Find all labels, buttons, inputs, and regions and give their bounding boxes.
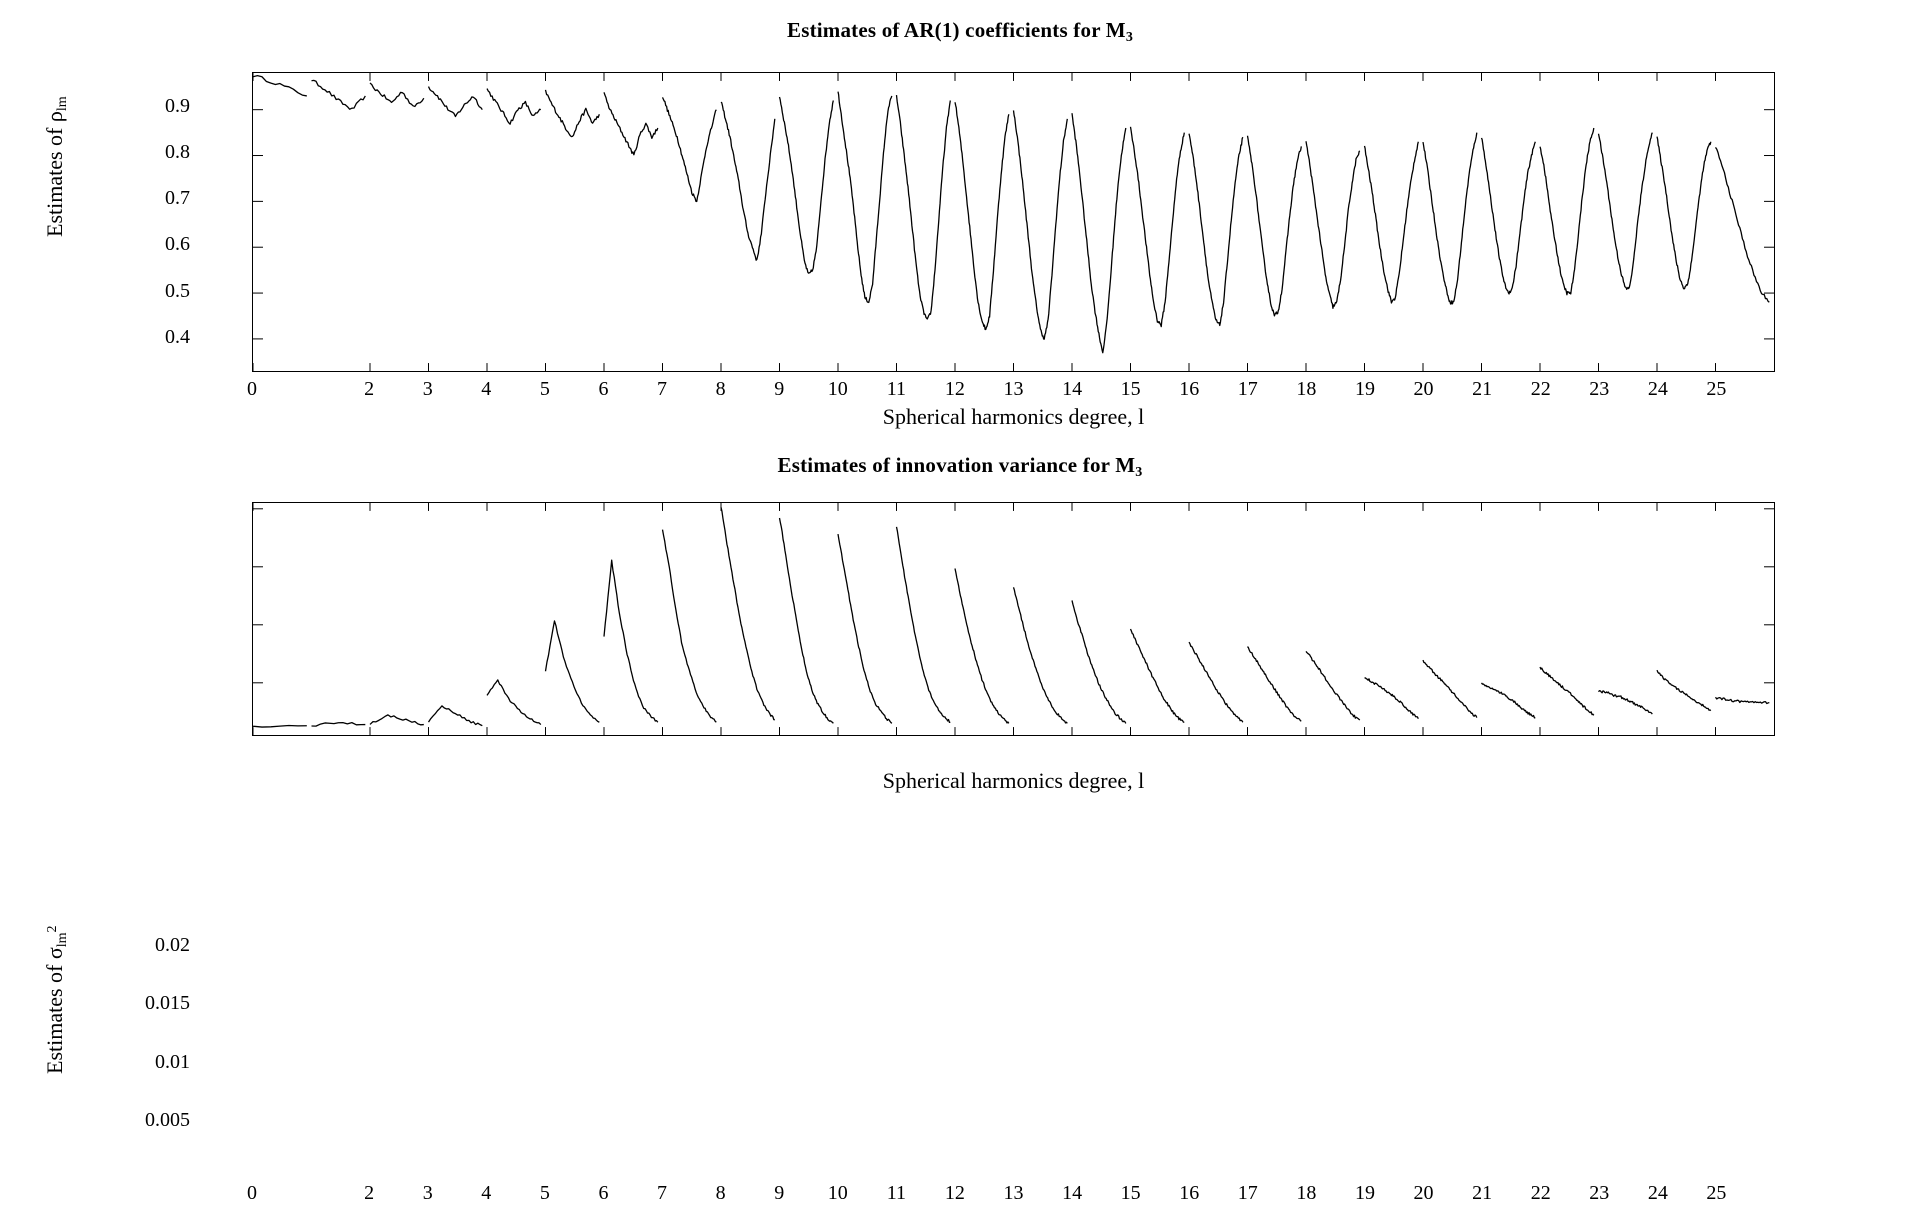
x-tick-label: 20 (1413, 378, 1434, 400)
chart-panel-ar1 (0, 0, 1920, 440)
x-tick-label: 22 (1530, 1182, 1551, 1204)
x-tick-label: 19 (1354, 1182, 1375, 1204)
x-tick-label: 15 (1120, 378, 1141, 400)
y-tick-label: 0.4 (165, 325, 190, 348)
x-tick-label: 11 (886, 1182, 906, 1204)
x-tick-label: 6 (598, 378, 609, 400)
x-tick-label: 23 (1589, 1182, 1610, 1204)
plot-area-variance (252, 502, 1775, 736)
x-tick-label: 16 (1179, 1182, 1200, 1204)
x-tick-label: 0 (247, 1182, 257, 1204)
y-tick-label: 0.01 (155, 1050, 190, 1073)
x-tick-label: 24 (1647, 1182, 1668, 1204)
x-axis-label-ar1: Spherical harmonics degree, l (882, 404, 1145, 429)
y-tick-label: 0.6 (165, 233, 190, 256)
x-tick-label: 3 (422, 1182, 433, 1204)
chart-title-ar1 (0, 18, 1920, 46)
x-tick-label: 8 (715, 378, 726, 400)
x-tick-label: 21 (1472, 1182, 1493, 1204)
chart-title-ar1-subscript: 3 (1125, 30, 1134, 45)
chart-title-ar1-text: Estimates of AR(1) coefficients for M (786, 18, 1126, 42)
chart-title-variance-text: Estimates of innovation variance for M (777, 453, 1136, 477)
x-tick-label: 5 (539, 1182, 550, 1204)
x-tick-label: 12 (944, 1182, 965, 1204)
x-tick-label: 23 (1589, 378, 1610, 400)
x-tick-label: 21 (1472, 378, 1493, 400)
x-tick-label: 11 (886, 378, 906, 400)
x-tick-label: 24 (1647, 378, 1668, 400)
x-tick-label: 25 (1706, 378, 1727, 400)
x-tick-label: 3 (422, 378, 433, 400)
x-tick-label: 22 (1530, 378, 1551, 400)
x-axis-label-variance: Spherical harmonics degree, l (882, 768, 1145, 793)
plot-area-ar1 (252, 72, 1775, 372)
x-tick-label: 8 (715, 1182, 726, 1204)
x-tick-label: 6 (598, 1182, 609, 1204)
data-line-ar1 (253, 73, 1774, 371)
x-tick-label: 18 (1296, 378, 1317, 400)
x-tick-label: 2 (364, 1182, 375, 1204)
y-axis-label-variance-subscript: lm (55, 931, 70, 947)
x-tick-label: 9 (774, 1182, 785, 1204)
y-axis-label-ar1-subscript: lm (55, 95, 70, 111)
x-tick-label: 16 (1179, 378, 1200, 400)
x-tick-label: 18 (1296, 1182, 1317, 1204)
x-tick-label: 7 (657, 378, 668, 400)
y-tick-label: 0.02 (155, 933, 190, 956)
y-axis-label-variance-text: Estimates of σ (42, 946, 67, 1074)
y-tick-label: 0.005 (145, 1109, 190, 1132)
x-tick-label: 10 (827, 378, 848, 400)
x-tick-label: 4 (481, 1182, 492, 1204)
y-tick-label: 0.8 (165, 141, 190, 164)
x-tick-label: 17 (1237, 378, 1258, 400)
x-tick-label: 7 (657, 1182, 668, 1204)
y-tick-label: 0.015 (145, 992, 190, 1015)
data-line-variance (253, 503, 1774, 735)
x-tick-label: 10 (827, 1182, 848, 1204)
y-axis-label-variance-superscript: 2 (45, 924, 60, 932)
y-axis-label-ar1-text: Estimates of ρ (42, 110, 67, 237)
x-tick-label: 19 (1354, 378, 1375, 400)
x-tick-label: 9 (774, 378, 785, 400)
x-tick-label: 25 (1706, 1182, 1727, 1204)
x-tick-label: 2 (364, 378, 375, 400)
x-tick-label: 4 (481, 378, 492, 400)
chart-title-variance-subscript: 3 (1135, 465, 1143, 480)
y-tick-label: 0.5 (165, 279, 190, 302)
x-tick-label: 13 (1003, 378, 1024, 400)
x-tick-label: 0 (247, 378, 257, 400)
x-tick-label: 12 (944, 378, 965, 400)
x-tick-label: 17 (1237, 1182, 1258, 1204)
x-tick-label: 15 (1120, 1182, 1141, 1204)
x-tick-label: 14 (1062, 1182, 1083, 1204)
x-tick-label: 14 (1062, 378, 1083, 400)
x-tick-label: 5 (539, 378, 550, 400)
x-tick-label: 20 (1413, 1182, 1434, 1204)
x-tick-label: 13 (1003, 1182, 1024, 1204)
y-tick-label: 0.7 (165, 187, 190, 210)
chart-title-variance (0, 453, 1920, 481)
y-tick-label: 0.9 (165, 94, 190, 117)
